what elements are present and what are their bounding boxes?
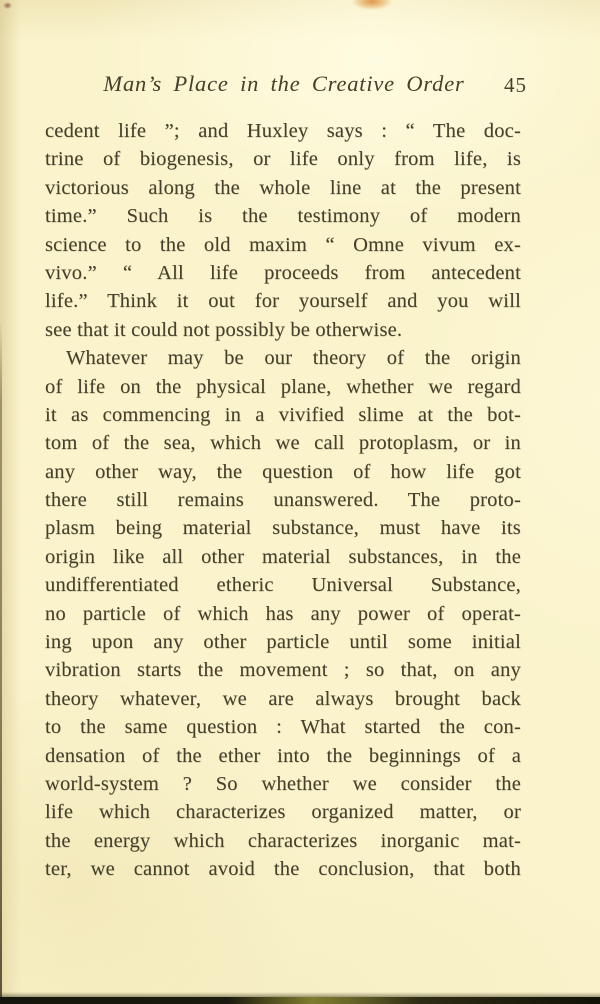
- text-line: trine of biogenesis, or life only from life, is: [45, 148, 521, 171]
- text-line: cedent life ”; and Huxley says : “ The doc-: [45, 120, 521, 142]
- page-number: 45: [504, 73, 527, 97]
- text-line: life.” Think it out for yourself and you will: [45, 290, 521, 313]
- text-line: densation of the ether into the beginnings of a: [45, 744, 521, 767]
- scan-left-edge-shadow: [0, 320, 2, 1004]
- running-head: [45, 71, 527, 97]
- text-line: of life on the physical plane, whether we regard: [45, 375, 521, 398]
- text-line: time.” Such is the testimony of modern: [45, 205, 521, 228]
- text-line: world-system ? So whether we consider the: [45, 772, 521, 795]
- text-line: see that it could not possibly be otherwise.: [45, 318, 403, 341]
- text-line: undifferentiated etheric Universal Substance,: [45, 574, 521, 597]
- text-line: any other way, the question of how life got: [45, 460, 521, 483]
- scan-top-smudge: [352, 0, 392, 10]
- text-line: origin like all other material substances, in the: [45, 545, 521, 568]
- page-body: [45, 117, 521, 884]
- text-line: life which characterizes organized matter, or: [45, 801, 521, 824]
- text-line: to the same question : What started the con-: [45, 716, 521, 739]
- text-line: no particle of which has any power of operat-: [45, 602, 521, 625]
- text-line: science to the old maxim “ Omne vivum ex-: [45, 233, 521, 256]
- text-line: the energy which characterizes inorganic mat-: [45, 829, 521, 852]
- text-line: vivo.” “ All life proceeds from antecedent: [45, 261, 521, 284]
- text-line: ter, we cannot avoid the conclusion, that both: [45, 858, 521, 881]
- text-line: it as commencing in a vivified slime at the bot-: [45, 403, 521, 426]
- text-line: plasm being material substance, must have its: [45, 517, 521, 540]
- text-line: victorious along the whole line at the present: [45, 176, 521, 199]
- scan-top-left-speck: [3, 2, 12, 9]
- text-line: Whatever may be our theory of the origin: [66, 347, 521, 370]
- text-line: there still remains unanswered. The proto-: [45, 489, 521, 512]
- text-line: tom of the sea, which we call protoplasm, or in: [45, 432, 521, 455]
- scan-bottom-band: [0, 997, 600, 1004]
- text-line: theory whatever, we are always brought back: [45, 687, 521, 710]
- text-line: ing upon any other particle until some initial: [45, 631, 521, 654]
- running-head-title: Man’s Place in the Creative Order: [103, 71, 465, 96]
- text-line: vibration starts the movement ; so that, on any: [45, 659, 521, 682]
